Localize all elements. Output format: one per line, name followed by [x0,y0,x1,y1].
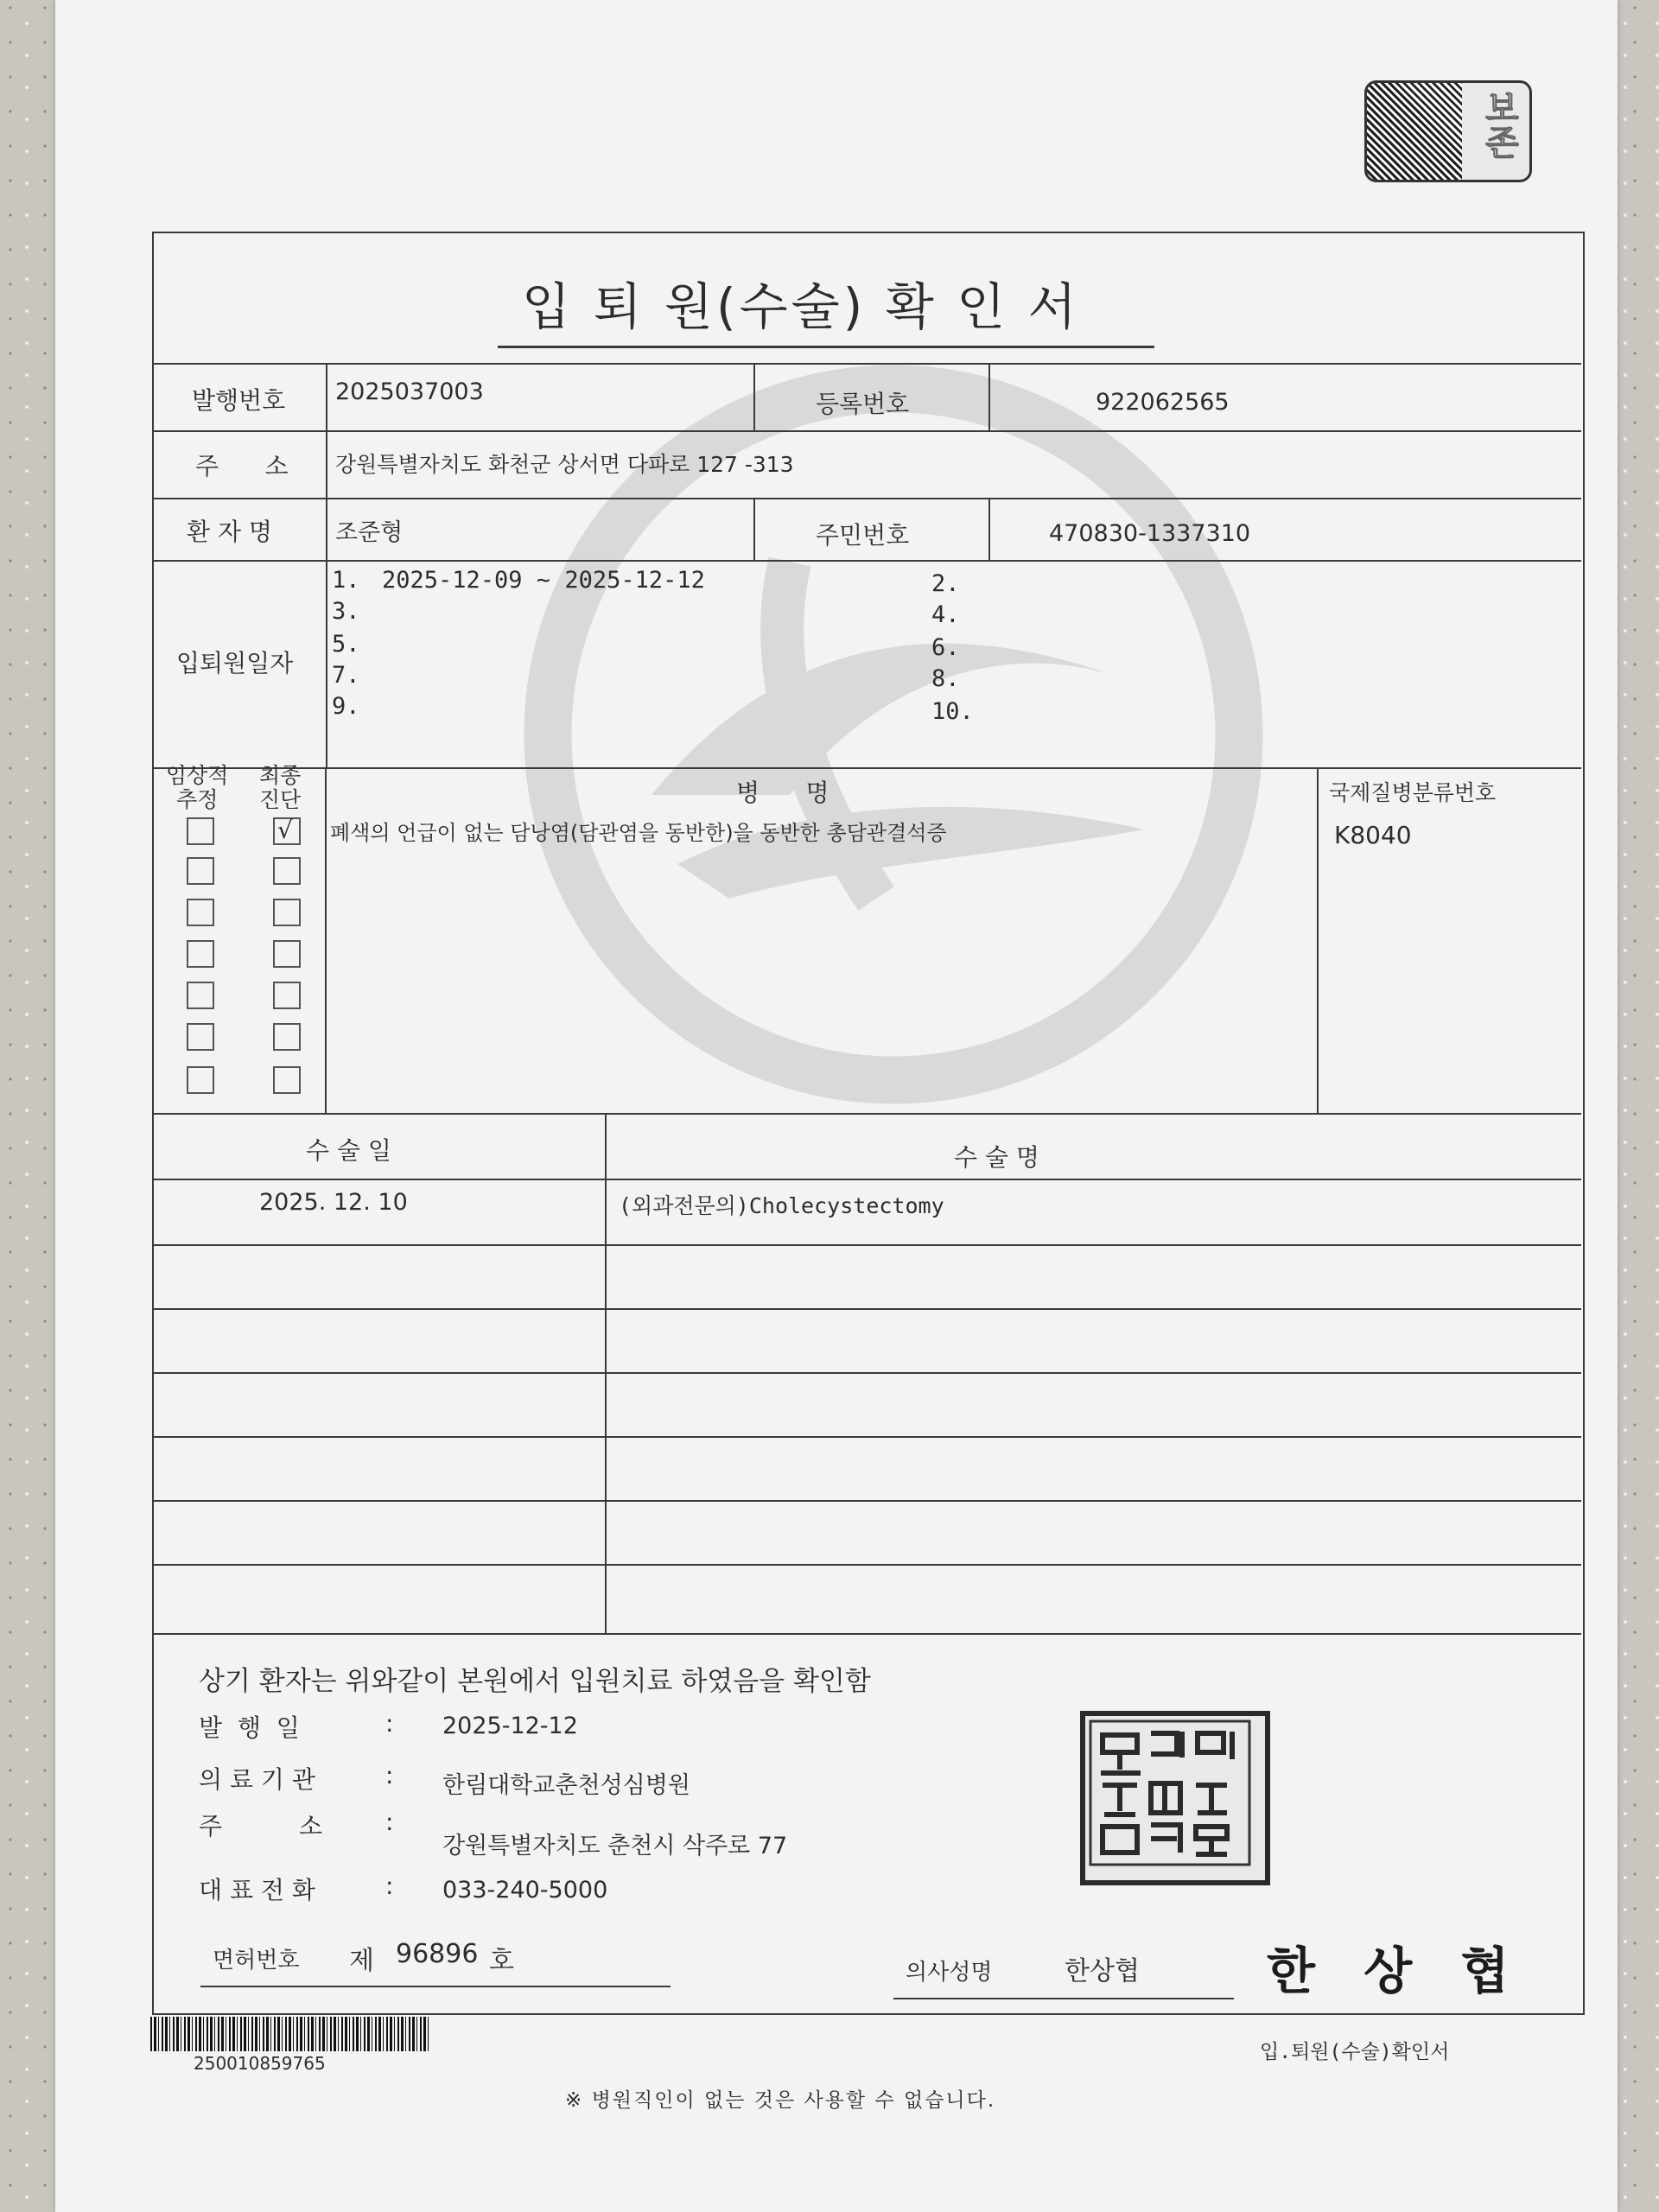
clinical-checkbox-7[interactable] [187,1066,214,1094]
grid-line [325,767,327,1113]
final-checkbox-5[interactable] [273,982,301,1009]
doctor-signature: 한 상 협 [1267,1942,1525,2000]
grid-line [988,363,990,430]
grid-line [753,363,755,430]
tab-pattern [1367,83,1462,180]
clinical-checkbox-1[interactable] [187,817,214,845]
grid-line [152,1113,1581,1115]
adm-num-8: 8. [931,665,960,692]
patient-label: 환 자 명 [187,518,272,546]
adm-num-3: 3. [332,598,360,625]
address-label: 주 소 [195,452,289,480]
final-checkbox-3[interactable] [273,899,301,926]
icd-code-value: K8040 [1334,821,1412,849]
surgery-date-value: 2025. 12. 10 [259,1189,408,1216]
barcode-number: 250010859765 [194,2053,326,2074]
institution-label: 의 료 기 관 [199,1765,315,1794]
barcode [150,2017,430,2051]
notice-text: ※ 병원직인이 없는 것은 사용할 수 없습니다. [565,2089,996,2112]
final-diagnosis-label: 최종 진단 [259,763,302,812]
clinical-checkbox-5[interactable] [187,982,214,1009]
adm-num-5: 5. [332,631,360,658]
tab-label: 보존 [1479,90,1519,159]
license-underline [200,1986,671,1987]
resident-no-value: 470830-1337310 [1049,520,1251,547]
phone-label: 대 표 전 화 [199,1876,315,1904]
address-value: 강원특별자치도 화천군 상서면 다파로 127 -313 [335,452,794,477]
disease-name-header: 병 명 [736,779,830,807]
phone-value: 033-240-5000 [442,1877,608,1904]
license-prefix: 제 [349,1946,374,1976]
adm-num-10: 10. [931,698,974,725]
clinical-checkbox-3[interactable] [187,899,214,926]
adm-num-9: 9. [332,693,360,720]
check-mark: √ [277,816,293,844]
grid-line [988,498,990,560]
doctor-name-value: 한상협 [1065,1956,1140,1986]
grid-line [152,560,1581,562]
adm-num-7: 7. [332,662,360,689]
clinical-checkbox-4[interactable] [187,940,214,968]
grid-line [152,1633,1581,1635]
grid-line [152,1308,1581,1310]
grid-line [152,430,1581,432]
final-checkbox-2[interactable] [273,857,301,885]
clinical-checkbox-2[interactable] [187,857,214,885]
document-paper [55,0,1618,2212]
diagnosis-value: 폐색의 언급이 없는 담낭염(담관염을 동반한)을 동반한 총담관결석증 [330,821,947,845]
reg-no-label: 등록번호 [816,390,910,418]
resident-no-label: 주민번호 [816,521,910,550]
license-suffix: 호 [489,1946,514,1976]
inst-address-label: 주 소 [199,1812,323,1840]
seal-glyphs-icon [1085,1716,1255,1870]
colon-4: : [385,1872,394,1900]
adm-date-1: 2025-12-09 ~ 2025-12-12 [382,567,705,594]
surgery-name-header: 수 술 명 [954,1143,1039,1172]
issue-no-value: 2025037003 [335,378,484,405]
inst-address-value: 강원특별자치도 춘천시 삭주로 77 [442,1833,788,1859]
icd-header: 국제질병분류번호 [1329,780,1497,805]
hospital-official-seal [1080,1711,1270,1885]
grid-line [605,1113,607,1633]
reg-no-value: 922062565 [1096,389,1230,416]
grid-line [152,1564,1581,1566]
grid-line [152,498,1581,499]
grid-line [152,767,1581,769]
patient-name-value: 조준형 [335,519,404,546]
grid-line [326,363,327,767]
preservation-tab [1364,80,1532,182]
title-underline [498,346,1154,348]
colon-2: : [385,1761,394,1789]
adm-num-6: 6. [931,634,960,661]
license-number: 96896 [396,1939,479,1969]
license-label: 면허번호 [213,1948,300,1974]
issue-no-label: 발행번호 [192,386,286,415]
grid-line [753,498,755,560]
clinical-estimate-label: 임상적 추정 [166,763,229,812]
colon-3: : [385,1808,394,1836]
doctor-label: 의사성명 [906,1960,993,1986]
surgery-name-value: (외과전문의)Cholecystectomy [619,1193,944,1218]
grid-line [152,1436,1581,1438]
clinical-checkbox-6[interactable] [187,1023,214,1051]
adm-num-2: 2. [931,570,960,597]
confirmation-statement: 상기 환자는 위와같이 본원에서 입원치료 하였음을 확인함 [199,1666,871,1697]
admission-dates-label: 입퇴원일자 [176,649,294,677]
grid-line [152,1244,1581,1246]
institution-value: 한림대학교춘천성심병원 [442,1772,690,1799]
final-checkbox-6[interactable] [273,1023,301,1051]
issue-date-label: 발 행 일 [199,1713,300,1742]
document-title: 입 퇴 원(수술) 확 인 서 [522,277,1080,336]
form-name: 입.퇴원(수술)확인서 [1260,2041,1450,2063]
grid-line [152,1372,1581,1374]
colon-1: : [385,1709,394,1738]
final-checkbox-4[interactable] [273,940,301,968]
final-checkbox-1[interactable] [273,817,301,845]
final-checkbox-7[interactable] [273,1066,301,1094]
adm-num-4: 4. [931,601,960,628]
adm-num-1: 1. [332,567,360,594]
issue-date-value: 2025-12-12 [442,1713,578,1739]
grid-line [152,1179,1581,1180]
grid-line [1317,767,1319,1113]
doctor-underline [893,1998,1234,1999]
grid-line [152,1500,1581,1502]
surgery-date-header: 수 술 일 [306,1136,391,1165]
grid-line [152,363,1581,365]
